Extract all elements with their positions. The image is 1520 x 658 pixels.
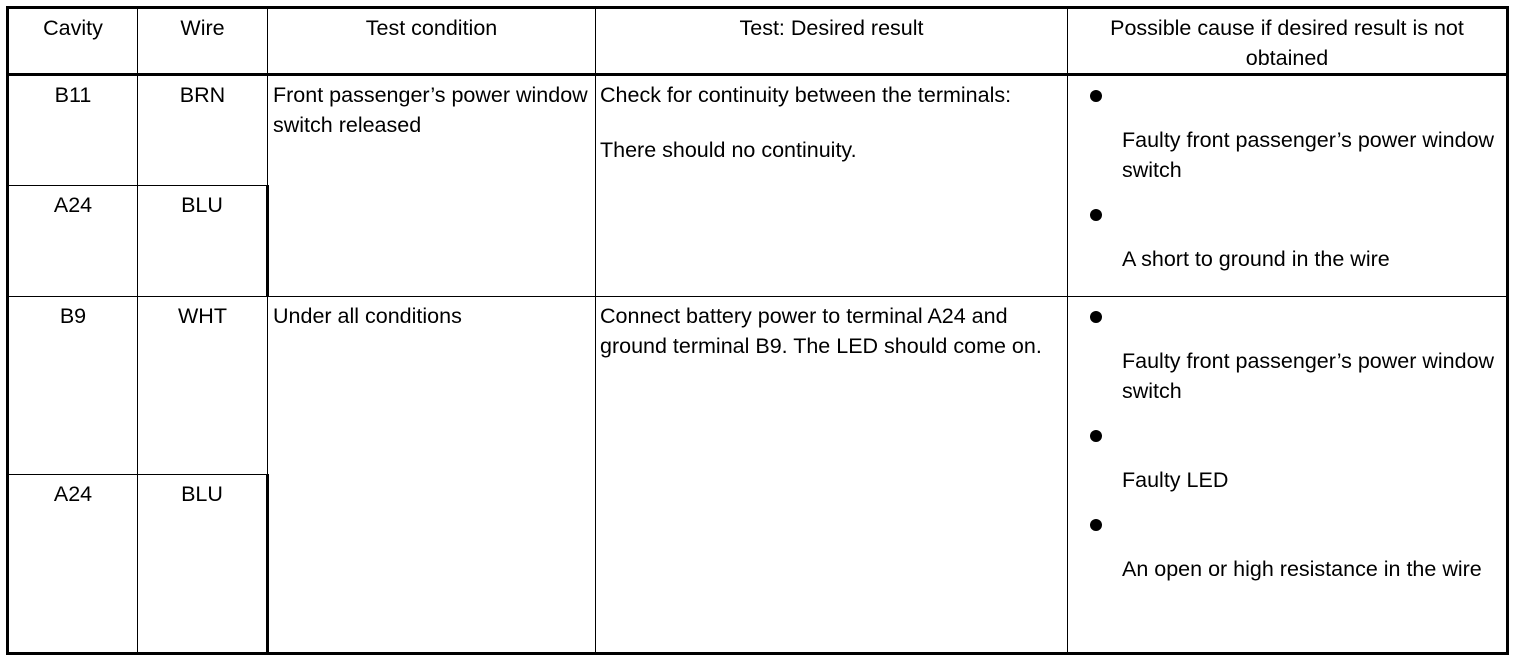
cause-text: An open or high resistance in the wire [1122, 557, 1482, 581]
header-test-condition: Test condition [268, 8, 596, 75]
cavity-cell: B9 [8, 297, 138, 475]
header-possible-cause: Possible cause if desired result is not obtained [1068, 8, 1508, 75]
possible-cause-cell [1068, 75, 1508, 297]
possible-cause-cell [1068, 297, 1508, 654]
cause-list [1072, 80, 1502, 274]
header-row [8, 8, 1508, 75]
test-condition-cell: Front passenger’s power window switch released [268, 75, 596, 297]
header-desired-result: Test: Desired result [596, 8, 1068, 75]
bullet-dot-icon [1090, 430, 1102, 442]
result-paragraph: There should no continuity. [600, 138, 857, 162]
list-item [1072, 420, 1502, 495]
wire-cell: BLU [138, 186, 268, 297]
cause-text: Faulty front passenger’s power window switch [1122, 349, 1495, 403]
cause-list [1072, 301, 1502, 584]
bullet-dot-icon [1090, 209, 1102, 221]
list-item [1072, 199, 1502, 274]
bullet-dot-icon [1090, 90, 1102, 102]
diagnostic-test-table [6, 6, 1509, 655]
cause-text: Faulty front passenger’s power window switch [1122, 128, 1495, 182]
result-paragraph: Check for continuity between the terminals: [600, 83, 1012, 107]
header-cavity: Cavity [8, 8, 138, 75]
test-condition-cell: Under all conditions [268, 297, 596, 654]
wire-cell: BLU [138, 475, 268, 654]
wire-cell: WHT [138, 297, 268, 475]
cavity-cell: A24 [8, 475, 138, 654]
desired-result-cell [596, 75, 1068, 297]
desired-result-cell [596, 297, 1068, 654]
cavity-cell: A24 [8, 186, 138, 297]
bullet-dot-icon [1090, 519, 1102, 531]
cause-text: A short to ground in the wire [1122, 247, 1390, 271]
result-paragraph: Connect battery power to terminal A24 and ground terminal B9. The LED should come on. [600, 304, 1042, 358]
table-row [8, 75, 1508, 186]
header-wire: Wire [138, 8, 268, 75]
cause-text: Faulty LED [1122, 468, 1229, 492]
list-item [1072, 509, 1502, 584]
table-row [8, 297, 1508, 475]
bullet-dot-icon [1090, 311, 1102, 323]
cavity-cell: B11 [8, 75, 138, 186]
list-item [1072, 80, 1502, 185]
list-item [1072, 301, 1502, 406]
wire-cell: BRN [138, 75, 268, 186]
